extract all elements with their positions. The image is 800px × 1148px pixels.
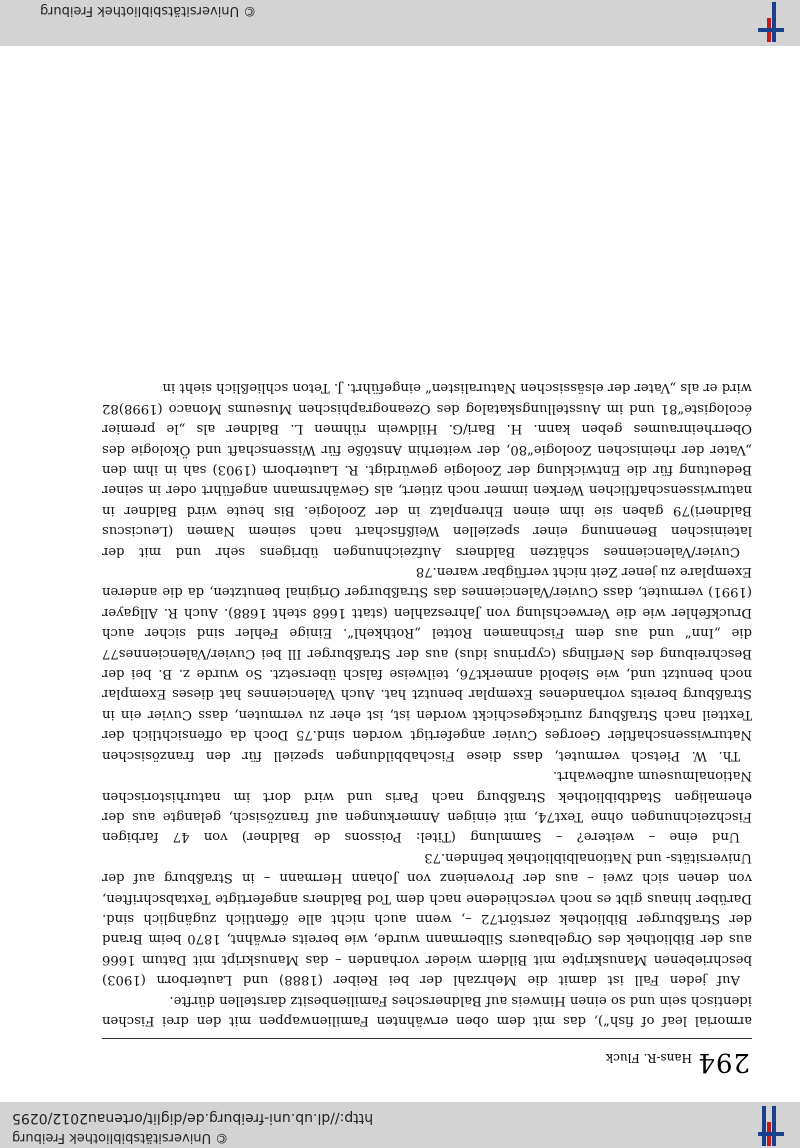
article-text	[102, 377, 752, 1030]
page-number: 294	[697, 1047, 750, 1077]
paragraph: Th. W. Pietsch vermutet, dass diese Fischabbildungen speziell für den französischen Naturwissenschaftler Georges Cuvier angefertigt worden sind.75 Doch da offensichtlich der Textteil nach Straßburg zurückgeschickt worden ist, ist eher zu vermuten, dass Cuvier ein in Straßburg bereits vorhandenes Exemplar benutzt hat. Auch Valenciennes hat dieses Exemplar noch benutzt und, wie Siebold anmerkt76, teilweise falsch übersetzt. So wurde z. B. bei der Beschreibung des Nerflings (cyprinus idus) aus der Straßburger Ill bei Cuvier/Valenciennes77 die „Inn“ und aus dem Fischnamen Rottel „Rothkehl“. Einige Fehler sind sicher auch Druckfehler wie die Verwechslung von Jahreszahlen (statt 1668 steht 1688). Auch R. Allgayer (1991) vermutet, dass Cuvier/Valenciennes das Straßburger Original benutzten, da die anderen Exemplare zu jener Zeit nicht verfügbar waren.78	[102, 564, 752, 763]
running-head	[102, 1038, 752, 1079]
paragraph: Cuvier/Valenciennes schätzen Baldners Aufzeichnungen übrigens sehr und mit der lateinischen Benennung einer speziellen Weißfischart nach seinem Namen (Leuciscus Baldneri)79 gaben sie ihm einen Ehrenplatz in der Zoologie. Bis heute wird Baldner in naturwissenschaftlichen Werken immer noch zitiert, als Gewährsmann angeführt oder in seiner Bedeutung für die Entwicklung der Zoologie gewürdigt. R. Lauterborn (1903) sah in ihm den „Vater der rheinischen Zoologie“80, der weiterhin Anstöße für Wissenschaft und Ökologie des Oberrheinraumes geben kann. H. Bari/G. Hildwein rühmen L. Baldner als „le premier écologiste“81 und im Ausstellungskatalog des Ozeanographischen Museums Monaco (1998)82 wird er als „Vater der elsässischen Naturalisten“ eingeführt. J. Teton schließlich sieht in	[102, 380, 752, 559]
source-url-link[interactable]: http://dl.ub.uni-freiburg.de/diglit/ortenau2012/0295	[12, 1110, 374, 1126]
library-credit: © Universitätsbibliothek Freiburg	[12, 1130, 229, 1145]
library-footer-bar	[0, 0, 800, 46]
paragraph: Und eine – weitere? – Sammlung (Titel: Poissons de Baldner) von 47 farbigen Fischzeichnungen ohne Text74, mit einigen Anmerkungen auf französisch, gelangte aus der ehemaligen Stadtbibliothek Straßburg nach Paris und wird dort im naturhistorischen Nationalmuseum aufbewahrt.	[102, 768, 752, 845]
library-header-bar	[0, 1102, 800, 1148]
library-credit: © Universitätsbibliothek Freiburg	[40, 3, 257, 18]
university-logo-icon	[756, 2, 786, 42]
page-body	[102, 377, 752, 1079]
paragraph: Auf jeden Fall ist damit die Mehrzahl der bei Reiber (1888) und Lauterborn (1903) beschriebenen Manuskripte mit Bildern wieder vorhanden – das Manuskript mit Datum 1666 aus der Bibliothek des Orgelbauers Silbermann wurde, wie bereits erwähnt, 1870 beim Brand der Straßburger Bibliothek zerstört72 –, wenn auch nicht alle öffentlich zugänglich sind. Darüber hinaus gibt es noch verschiedene nach dem Tod Baldners angefertigte Textabschriften, von denen sich zwei – aus der Provenienz von Johann Hermann – in Straßburg auf der Universitäts- und Nationalbibliothek befinden.73	[102, 849, 752, 988]
running-head-author: Hans-R. Fluck	[605, 1051, 692, 1065]
university-logo-icon	[756, 1106, 786, 1146]
paragraph: armorial leaf of fish“), das mit dem oben erwähnten Familienwappen mit den drei Fischen identisch sein und so einen Hinweis auf Baldnersches Familienbesitz darstellen dürfte.	[102, 992, 752, 1028]
